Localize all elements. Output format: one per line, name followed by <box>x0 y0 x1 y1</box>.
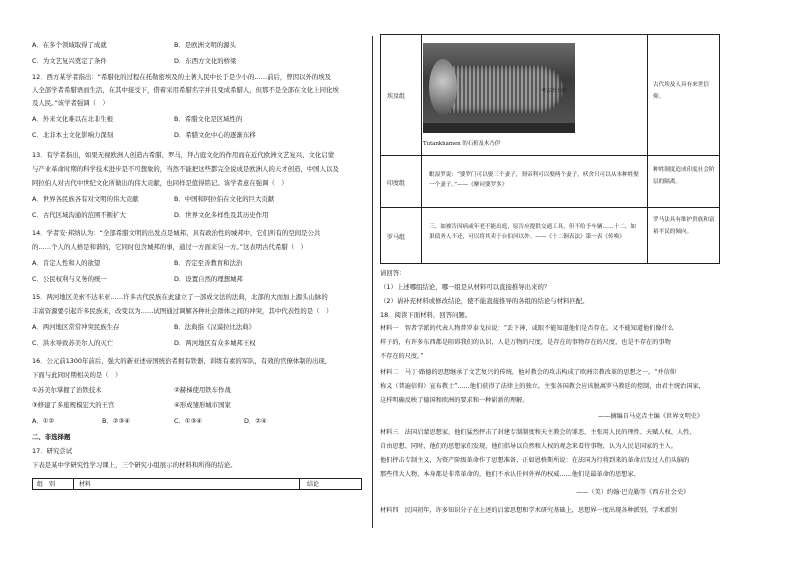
photo-note: 考古出土的 <box>541 88 567 94</box>
row-label-india: 印度组 <box>387 180 406 187</box>
q14-option-b: B．否定至善教育和法治 <box>174 259 243 267</box>
q11-option-c: C．为文艺复兴奠定了条件 <box>32 57 107 65</box>
q18-title: 18．阅读下面材料，回答问题。 <box>380 311 472 319</box>
material-line: 材料四 民国初年，许多知识分子在上述的启蒙思想和学术研究基础上，思想界一度出现各种派别，学术派别 <box>380 507 677 514</box>
material-line: 样子的，有许多东西都是阻碍我们的认识，人是万物的尺度，是存在的事物存在的尺度，也是不存在的事物 <box>380 339 671 346</box>
q15-stem-line-2: 丰富资源要引起许多民族来，改变以为……试图通过调解各种社会群体之间的冲突，其中代表性的是（ ） <box>32 307 333 315</box>
material-india: 毗湿罗说：“婆罗门可以娶三个妻子，刹帝利可以娶两个妻子，吠舍只可以从本种姓娶一个妻子。”——《摩诃婆罗多》 <box>429 172 639 188</box>
q13-stem-line-3: 阿拉伯人对古代中世纪文化所做出的伟大贡献，也同样是值得铭记。该学者意在强调（ ） <box>32 179 288 187</box>
q16-option-a: A．①② <box>32 417 55 425</box>
q16-item-4: ④形成雏形城市国家 <box>174 401 231 409</box>
display-stand <box>423 123 575 133</box>
conclusion-india: 种姓制度造成印度社会阶层的隔离。 <box>653 167 715 185</box>
q12-stem-line-1: 12．西方某学者指出：“希腊化的过程在托勒密埃及的土著人民中长于是少小的……前后，曾因以外的埃及 <box>32 73 332 81</box>
q11-option-a: A．在多个领域取得了成就 <box>32 41 107 49</box>
q15-option-a: A．两河地区常常冲突民族生存 <box>32 323 120 331</box>
q17-sub-1: （1）上述哪组结论，哪一组是从材料可以直接推导出来的？ <box>380 283 551 291</box>
material-line: 称义（普遍信仰）宣布教士”……他们获得了法律上的独立，主张各国教会应该脱离罗马教廷的控制，由君主统治国家， <box>380 383 705 390</box>
conclusion-rome: 罗马法具有维护贵族和富裕平民的倾向。 <box>653 217 715 235</box>
q14-option-d: D．设置自然的理想城邦 <box>174 275 243 283</box>
material-line: 材料三 法国启蒙思想家，他们猛烈抨击了封建专制制度和天主教会的罪恶，主张用人民的理性、天赋人权、人性、 <box>380 429 696 436</box>
q14-stem-line-1: 14．学者安·邦纳认为：“全部希腊文明的出发点是城邦，具有政治性的城邦中，它们所有的空间是公共 <box>32 229 321 237</box>
q15-option-d: D．两河地区有众多城邦王权 <box>174 339 256 347</box>
material-line: 材料二 马丁·路德的思想继承了文艺复兴的传统，他对教会的攻击构成了欧洲宗教改革的思想之一。“并信仰 <box>380 369 676 376</box>
table-divider <box>299 479 300 489</box>
q16-stem-line-2: 下面与此同时期相关的是（ ） <box>32 371 122 379</box>
q13-stem-line-2: 与产业革命时期的科学技术进步是不可想象的，当然不能把这些都完全说成是欧洲人的天才创造，中国人以及 <box>32 165 339 173</box>
material-line: 那些伟大人物，本身都是非常革命的，他们不承认任何外界的权威……他们是最革命的思想家。 <box>380 471 640 478</box>
sarcophagus-head <box>429 59 457 115</box>
row-label-rome: 罗马组 <box>387 234 406 241</box>
conclusion-egypt: 古代埃及人具有来世信仰。 <box>653 82 709 100</box>
q16-stem-line-1: 16．公元前1300年前后，强大的新亚述帝国统治者拥有铁器，训练有素的军队，有效的官僚体制的出现， <box>32 357 332 365</box>
section-2-heading: 二、非选择题 <box>32 433 71 441</box>
q17-table-header <box>32 478 362 490</box>
material-line: 自由思想、同时，他们的思想家们发现，他们倡导以自然和人权的观念来看待事物，认为人民是国家的主人。 <box>380 443 677 450</box>
q16-item-3: ③修建了多座规模宏大的王宫 <box>32 401 115 409</box>
table-row-rome <box>381 207 719 265</box>
q17-intro: 下表是某中学研究性学习课上，三个研究小组展示的材料和所得的结论。 <box>32 461 237 469</box>
material-source: ——（美）约翰·巴克勒等《西方社会史》 <box>576 489 690 496</box>
q16-item-2: ②赫梯使用铁车作战 <box>174 386 231 394</box>
q13-option-d: D．世界文化多样性及其历史作用 <box>174 211 269 219</box>
table-head-material: 材料 <box>79 481 92 488</box>
table-row-egypt <box>381 35 719 155</box>
material-line: 他们抨击专制主义，为资产阶级革命作了思想准备，正如恩格斯所说：在法国为行将到来的革命启发过人们头脑的 <box>380 457 690 464</box>
q17-sub-2: （2）请补充材料或修改结论，使不能直接推导的各组的结论与材料匹配。 <box>380 297 589 305</box>
q13-stem-line-1: 13．有学者指出，如果无视欧洲人创造古希腊、罗马，拜占庭文化的作用而在近代欧洲文艺复兴、文化启蒙 <box>32 151 335 159</box>
q16-option-c: C．①③④ <box>174 417 203 425</box>
q15-option-b: B．法典指《汉谟拉比法典》 <box>174 323 256 331</box>
material-source: ——摘编自马克垚主编《世界文明史》 <box>598 413 704 420</box>
q12-option-a: A．外来文化难以在北非生根 <box>32 115 114 123</box>
q16-option-b: B．②③④ <box>102 417 130 425</box>
q13-option-b: B．中国和阿拉伯在文化的巨大贡献 <box>174 195 275 203</box>
material-rome: 三、如被告因病或年老不能出庭，原告应提供交通工具，但不给予车辆……十二、如果债务人不还，可以将其卖于台伯河以外。——《十二铜表法》第一表《传唤》 <box>429 224 636 240</box>
q15-stem-line-1: 15．两河地区美索不达米亚……许多古代民族在此建立了一部成文法的法典，北部的大而加上源头山脉的 <box>32 293 328 301</box>
table-row-india <box>381 155 719 207</box>
q12-option-d: D．希腊文化中心的逐渐东移 <box>174 131 256 139</box>
material-line: 这样明确反映了德国和欧洲的要求和一种崭新的理解。 <box>380 397 529 404</box>
q12-option-b: B．希腊文化是区域性的 <box>174 115 243 123</box>
q11-option-b: B．是欧洲文明的源头 <box>174 41 236 49</box>
table-head-conclusion: 结论 <box>307 481 320 488</box>
row-label-egypt: 埃及组 <box>387 93 406 100</box>
q14-option-c: C．公民权利与义务的统一 <box>32 275 107 283</box>
table-head-group: 组 别 <box>37 481 56 488</box>
material-line: 材料一 智者学派的代表人物普罗泰戈拉说：“丢下神，或眼不能知道他们是否存在。又不能知道他们像什么 <box>380 325 674 332</box>
q14-stem-line-2: 的……个人的人格是和谐的，它同时包含城邦的事，通过一方面来另一方。”这表明古代希腊（ ） <box>32 243 307 251</box>
q11-option-d: D．东西方文化的桥梁 <box>174 57 237 65</box>
q16-item-1: ①苏美尔掌握了治铁技术 <box>32 386 102 394</box>
questions-label: 请回答： <box>380 269 406 277</box>
q14-option-a: A．肯定人性和人的欲望 <box>32 259 101 267</box>
q12-option-c: C．北非本土文化影响力深刻 <box>32 131 114 139</box>
q12-stem-line-2: 人全部学者希腊语而生活，在其中接受下，借着采用希腊名字并且变成希腊人，但那不是全部在文化上同化埃 <box>32 86 339 94</box>
photo-caption: Tutankhamen 的石棺及木乃伊 <box>423 141 501 147</box>
material-line: 不存在的尺度。” <box>380 353 424 360</box>
q16-option-d: D．②④ <box>244 417 267 425</box>
q17-title: 17．研究尝试 <box>32 447 73 455</box>
q12-stem-line-3: 及人民。”该学者强调（ ） <box>32 99 109 107</box>
q13-option-a: A．世界各民族各有对文明的伟大贡献 <box>32 195 139 203</box>
table-divider <box>73 479 74 489</box>
q15-option-c: C．洪水导致苏美尔人的灭亡 <box>32 339 114 347</box>
column-divider <box>372 36 373 528</box>
q17-table <box>380 34 720 264</box>
q13-option-c: C．古代区域沟通的范围不断扩大 <box>32 211 126 219</box>
